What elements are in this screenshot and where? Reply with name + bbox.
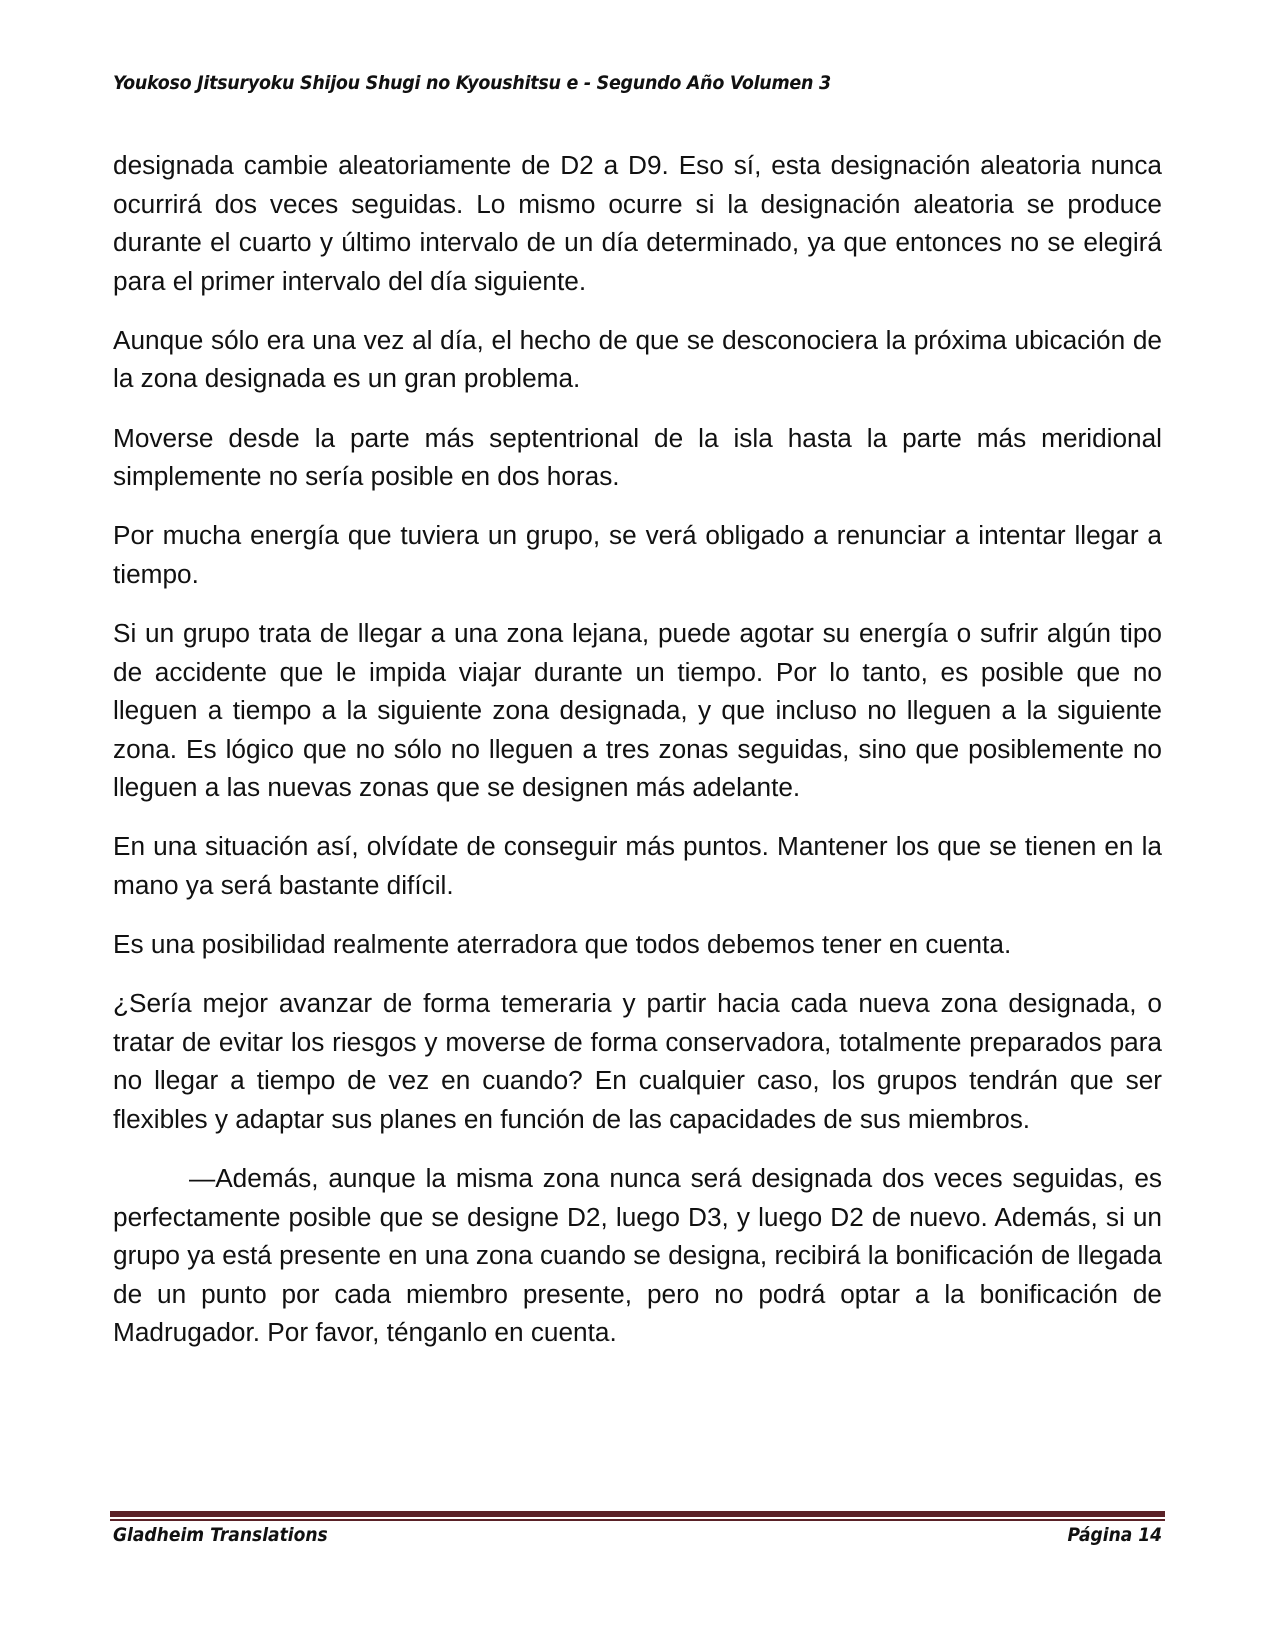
paragraph: Aunque sólo era una vez al día, el hecho de que se desconociera la próxima ubicación de la zona designada es un gran problema. — [113, 324, 1162, 394]
paragraph: ¿Sería mejor avanzar de forma temeraria y partir hacia cada nueva zona designada, o tratar de evitar los riesgos y moverse de forma conservadora, totalmente preparados para no llegar a tiempo de vez en cuando? En cualquier caso, los grupos tendrán que ser flexibles y adaptar sus planes en función de las capacidades de sus miembros. — [113, 988, 1162, 1134]
page-footer — [113, 1524, 1162, 1546]
footer-divider-thin — [110, 1519, 1165, 1521]
page-number: Página 14 — [1067, 1524, 1162, 1546]
page-body — [113, 146, 1162, 1373]
paragraph: designada cambie aleatoriamente de D2 a D9. Eso sí, esta designación aleatoria nunca ocurrirá dos veces seguidas. Lo mismo ocurre si la designación aleatoria se produce durante el cuarto y último intervalo de un día determinado, ya que entonces no se elegirá para el primer intervalo del día siguiente. — [113, 150, 1162, 296]
paragraph: En una situación así, olvídate de conseguir más puntos. Mantener los que se tienen en la mano ya será bastante difícil. — [113, 831, 1162, 900]
paragraph: Es una posibilidad realmente aterradora que todos debemos tener en cuenta. — [113, 929, 1012, 960]
running-header: Youkoso Jitsuryoku Shijou Shugi no Kyoushitsu e - Segundo Año Volumen 3 — [113, 72, 831, 94]
footer-divider — [110, 1511, 1165, 1521]
footer-publisher: Gladheim Translations — [113, 1524, 328, 1546]
paragraph: Moverse desde la parte más septentrional de la isla hasta la parte más meridional simplemente no sería posible en dos horas. — [113, 422, 1162, 492]
dialogue-paragraph: —Además, aunque la misma zona nunca será designada dos veces seguidas, es perfectamente posible que se designe D2, luego D3, y luego D2 de nuevo. Además, si un grupo ya está presente en una zona cuando se designa, recibirá la bonificación de llegada de un punto por cada miembro presente, pero no podrá optar a la bonificación de Madrugador. Por favor, ténganlo en cuenta. — [113, 1163, 1162, 1348]
paragraph: Si un grupo trata de llegar a una zona lejana, puede agotar su energía o sufrir algún tipo de accidente que le impida viajar durante un tiempo. Por lo tanto, es posible que no lleguen a tiempo a la siguiente zona designada, y que incluso no lleguen a la siguiente zona. Es lógico que no sólo no lleguen a tres zonas seguidas, sino que posiblemente no lleguen a las nuevas zonas que se designen más adelante. — [113, 617, 1162, 803]
paragraph: Por mucha energía que tuviera un grupo, se verá obligado a renunciar a intentar llegar a tiempo. — [113, 520, 1162, 589]
